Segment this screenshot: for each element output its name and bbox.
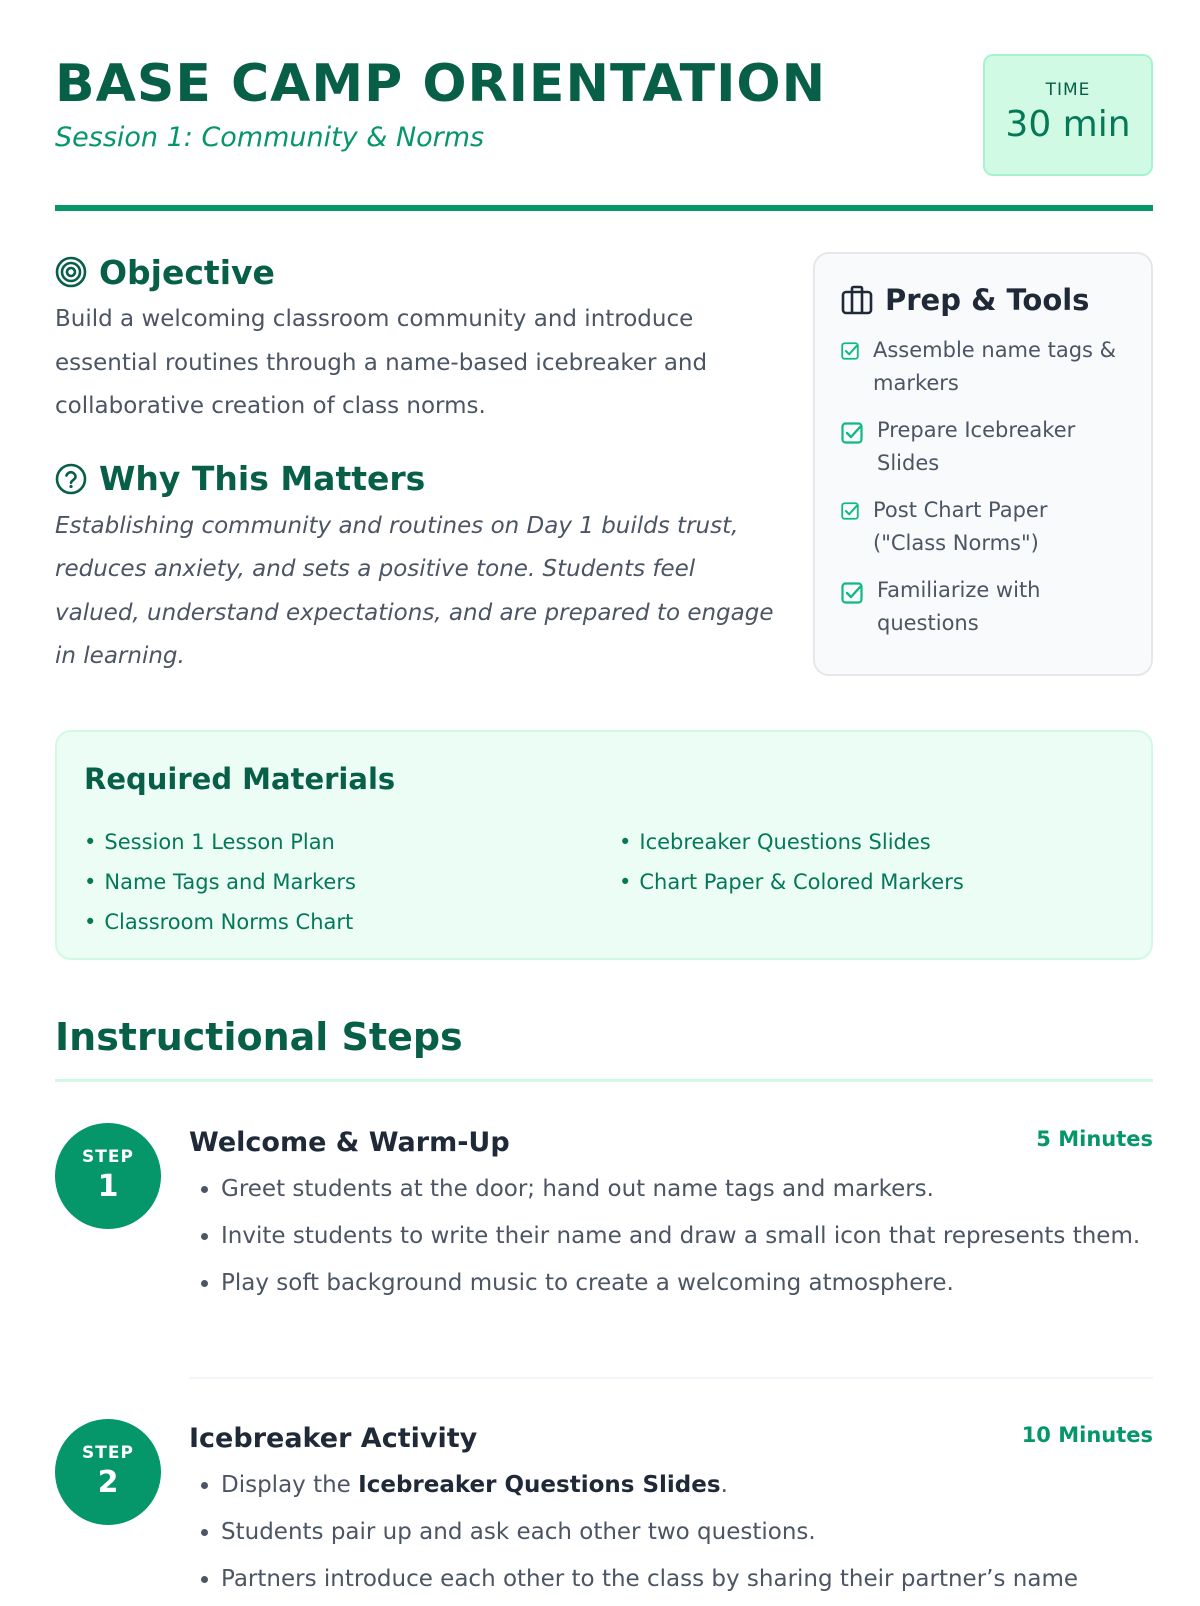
step-badge: [55, 1419, 161, 1525]
steps-heading: Instructional Steps: [55, 1015, 463, 1059]
page-subtitle: Session 1: Community & Norms: [55, 122, 485, 153]
prep-item-label: Assemble name tags & markers: [873, 338, 1117, 395]
materials-heading: Required Materials: [84, 762, 396, 796]
bullet-text: Display the: [221, 1472, 359, 1498]
step-bullet: • Play soft background music to create a welcoming atmosphere.: [221, 1263, 1153, 1303]
step-bullets: [189, 1169, 1153, 1303]
step-bullet: • Students pair up and ask each other two questions.: [221, 1512, 1153, 1552]
briefcase-icon: [841, 285, 873, 315]
material-item: • Name Tags and Markers: [84, 862, 356, 902]
objective-heading: Objective: [99, 252, 275, 292]
step-title: Icebreaker Activity: [189, 1423, 478, 1454]
page-title: BASE CAMP ORIENTATION: [55, 54, 827, 114]
step-bullet: [221, 1465, 1153, 1505]
step-bullets: [189, 1465, 1153, 1599]
why-heading: Why This Matters: [99, 459, 426, 498]
material-item: • Chart Paper & Colored Markers: [619, 862, 964, 902]
steps-divider: [55, 1079, 1153, 1082]
header: [55, 54, 1153, 214]
required-materials-card: [55, 730, 1153, 960]
prep-item: [841, 414, 1127, 480]
step-bullet: • Partners introduce each other to the class by sharing their partner’s name: [221, 1559, 1153, 1599]
time-badge: [983, 54, 1153, 176]
prep-tools-card: [813, 252, 1153, 676]
step-divider: [189, 1377, 1153, 1379]
materials-list-left: [84, 822, 356, 942]
check-square-icon: [841, 502, 859, 524]
prep-item: [841, 334, 1127, 400]
bullet-text: .: [720, 1472, 728, 1498]
step-label: STEP: [82, 1147, 134, 1167]
prep-heading-row: [841, 280, 1127, 320]
step-title: Welcome & Warm-Up: [189, 1127, 510, 1158]
objective-heading-row: [55, 250, 775, 294]
material-item: • Session 1 Lesson Plan: [84, 822, 356, 862]
prep-item-label: Prepare Icebreaker Slides: [877, 418, 1076, 475]
prep-checklist: [841, 334, 1127, 640]
time-value: 30 min: [1005, 104, 1131, 145]
prep-item-label: Familiarize with questions: [877, 578, 1041, 635]
material-item: • Classroom Norms Chart: [84, 902, 356, 942]
step-label: STEP: [82, 1443, 134, 1463]
step-duration: 10 Minutes: [1021, 1423, 1153, 1447]
materials-list-right: [619, 822, 964, 902]
prep-item: [841, 574, 1127, 640]
prep-item: [841, 494, 1127, 560]
why-heading-row: [55, 457, 775, 501]
prep-item-label: Post Chart Paper ("Class Norms"): [873, 498, 1048, 555]
why-section: [55, 457, 775, 679]
check-square-icon: [841, 582, 863, 608]
time-label: TIME: [1045, 80, 1091, 100]
check-square-icon: [841, 342, 859, 364]
step-duration: 5 Minutes: [1036, 1127, 1153, 1151]
step-bullet: • Greet students at the door; hand out name tags and markers.: [221, 1169, 1153, 1209]
step-badge: [55, 1123, 161, 1229]
header-divider: [55, 205, 1153, 211]
prep-heading: Prep & Tools: [885, 283, 1090, 317]
intro-column: [55, 250, 775, 679]
step-number: 2: [97, 1465, 119, 1500]
step-bullet: • Invite students to write their name and draw a small icon that represents them.: [221, 1216, 1153, 1256]
objective-text: Build a welcoming classroom community and introduce essential routines through a name-based icebreaker and collaborative creation of class norms.: [55, 306, 708, 419]
step-body: [189, 1419, 1153, 1606]
bullet-emphasis: Icebreaker Questions Slides: [358, 1472, 721, 1498]
check-square-icon: [841, 422, 863, 448]
why-text: Establishing community and routines on Day 1 builds trust, reduces anxiety, and sets a positive tone. Students feel valued, understand expectations, and are prepared to engage in learning.: [55, 512, 774, 669]
help-circle-icon: [55, 463, 87, 495]
step-number: 1: [97, 1169, 119, 1204]
material-item: • Icebreaker Questions Slides: [619, 822, 964, 862]
target-icon: [55, 256, 87, 288]
step-body: [189, 1123, 1153, 1310]
